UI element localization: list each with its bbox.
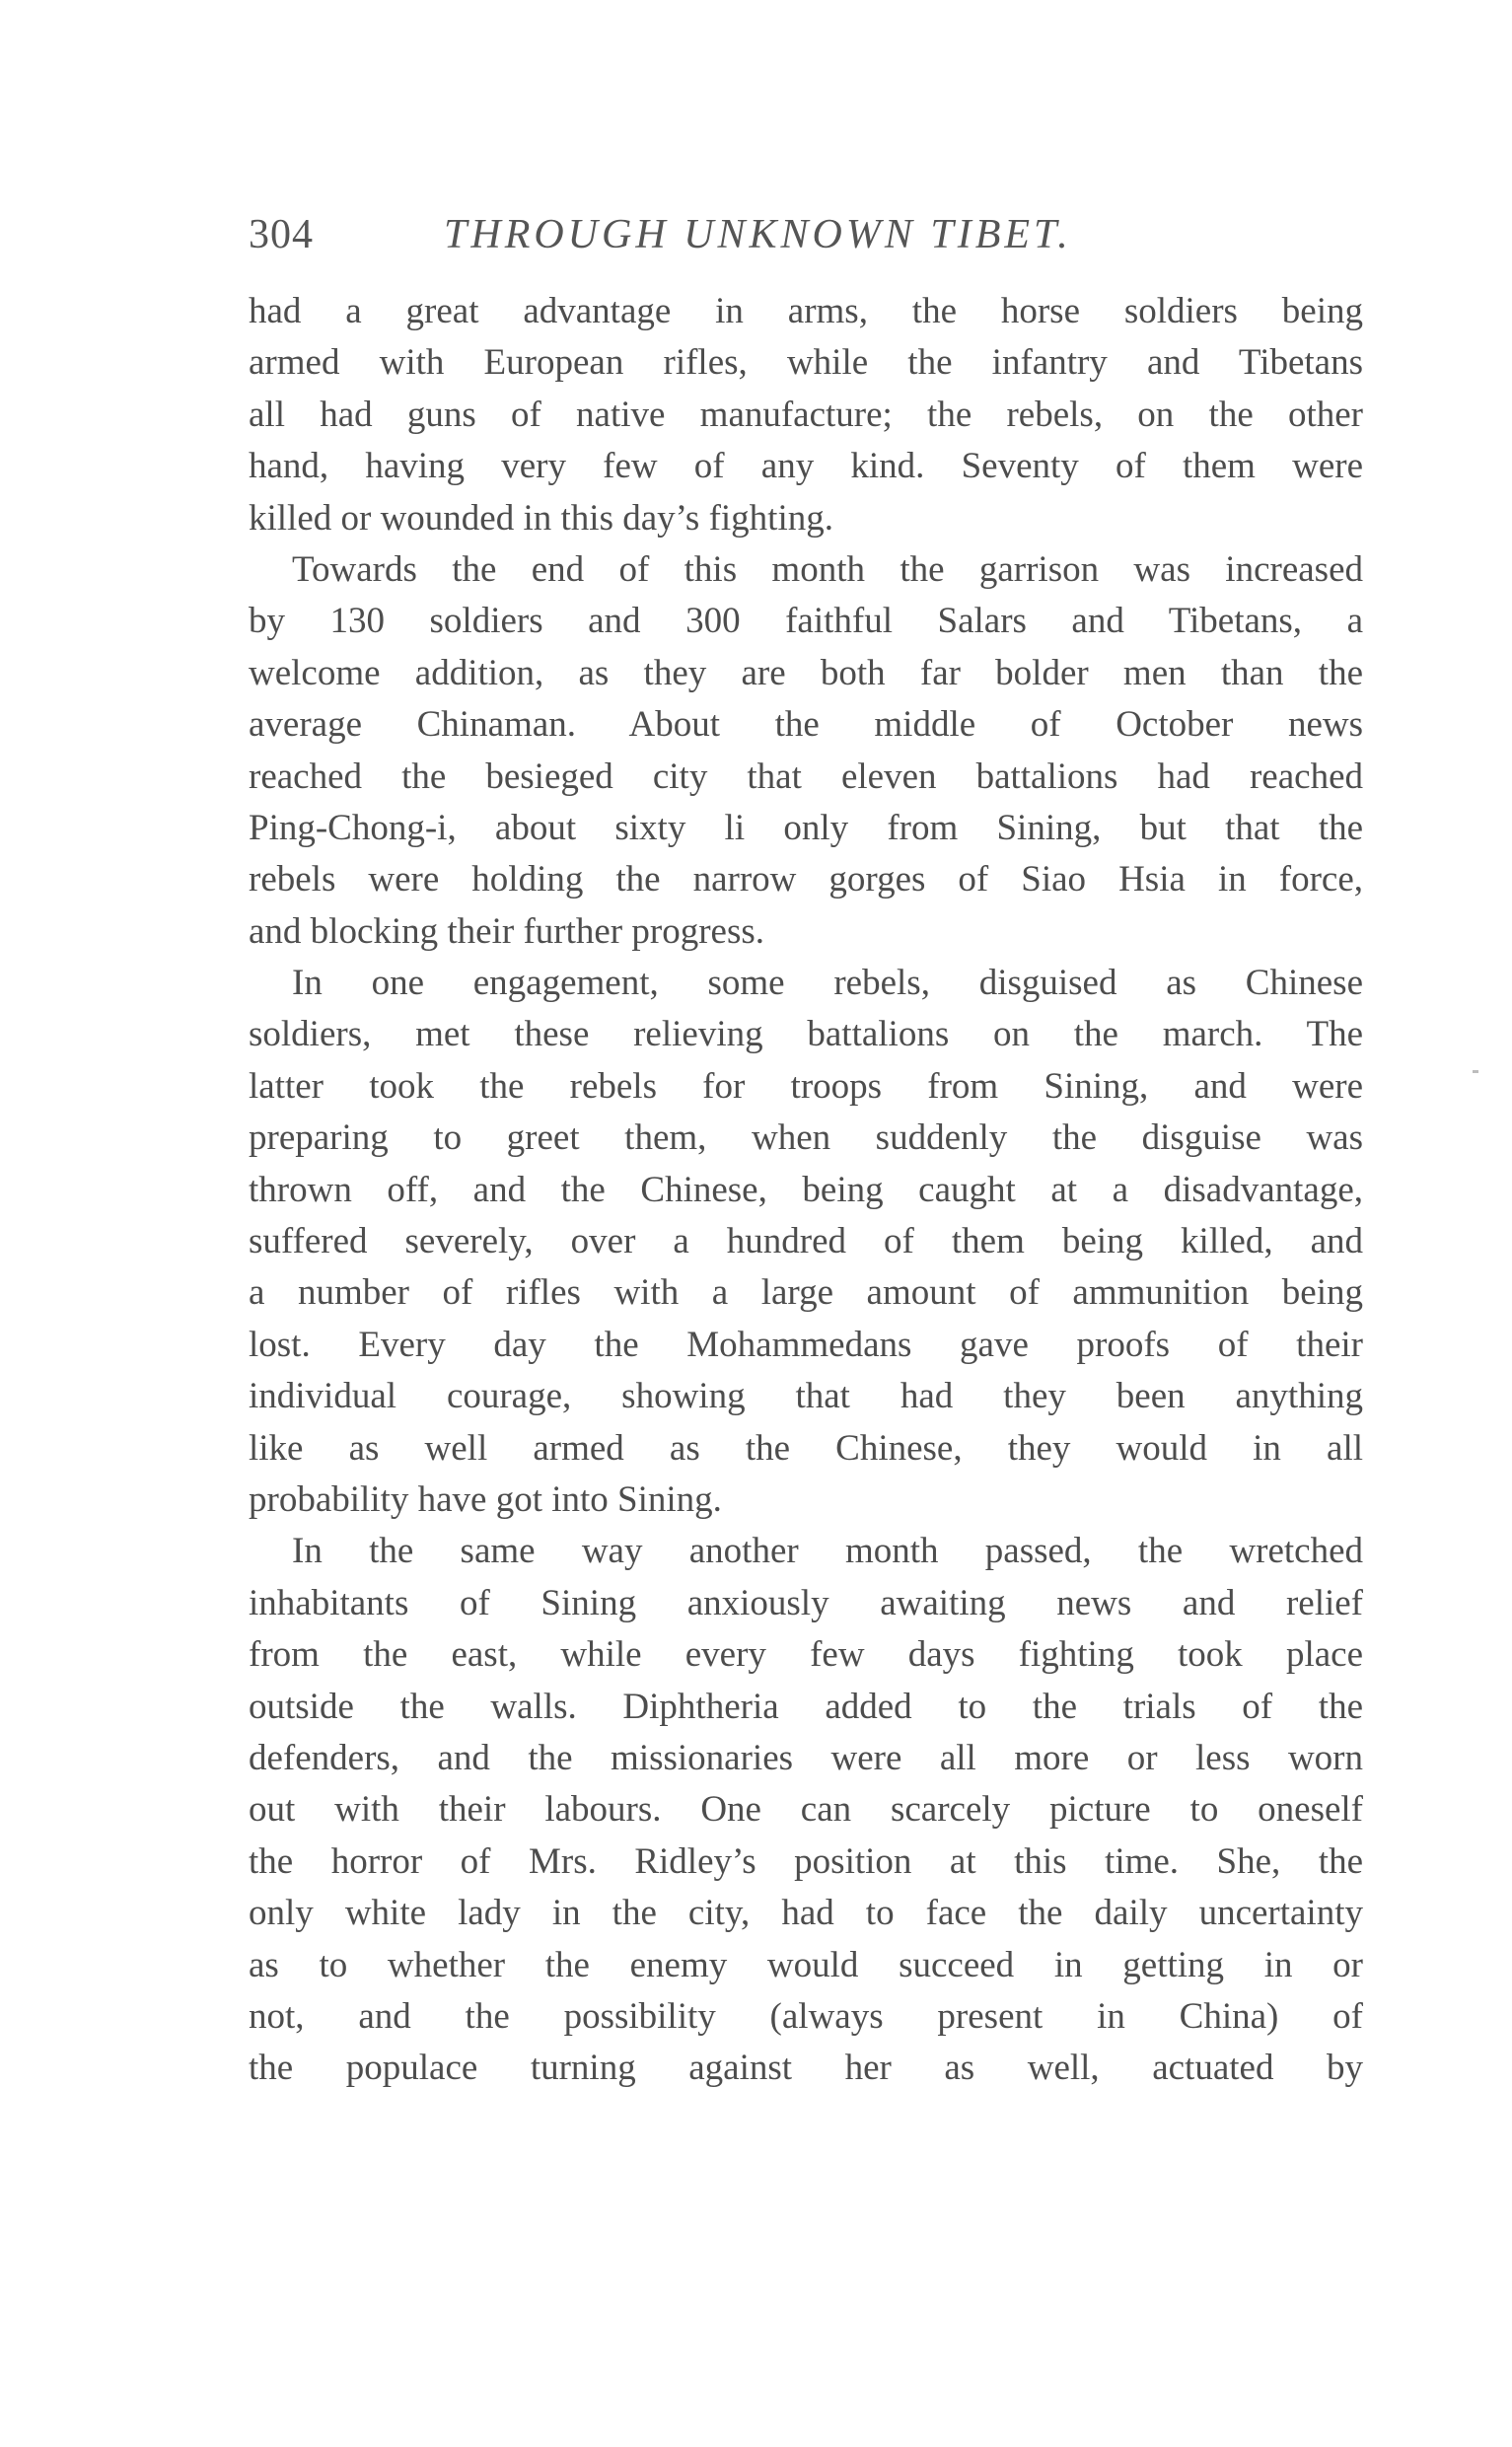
- text-line: Ping-Chong-i, about sixty li only from Sining, but that the: [249, 807, 1363, 848]
- text-line: out with their labours. One can scarcely picture to oneself: [249, 1789, 1363, 1831]
- text-line: inhabitants of Sining anxiously awaiting news and relief: [249, 1582, 1363, 1623]
- text-line: and blocking their further progress.: [249, 910, 764, 952]
- text-line: outside the walls. Diphtheria added to the trials of the: [249, 1686, 1363, 1727]
- book-title: THROUGH UNKNOWN TIBET.: [444, 212, 1072, 257]
- text-line: soldiers, met these relieving battalions on the march. The: [249, 1014, 1363, 1055]
- text-line: a number of rifles with a large amount of ammunition being: [249, 1272, 1363, 1314]
- text-line: latter took the rebels for troops from Sining, and were: [249, 1065, 1363, 1107]
- running-head: [249, 205, 1363, 264]
- text-line: hand, having very few of any kind. Seventy of them were: [249, 446, 1363, 487]
- text-line: suffered severely, over a hundred of them being killed, and: [249, 1221, 1363, 1262]
- page-number: 304: [249, 212, 314, 257]
- text-line: thrown off, and the Chinese, being caught at a disadvantage,: [249, 1169, 1363, 1210]
- paragraph-start-line: Towards the end of this month the garrison was increased: [292, 548, 1363, 590]
- text-line: reached the besieged city that eleven battalions had reached: [249, 756, 1363, 797]
- text-line: had a great advantage in arms, the horse soldiers being: [249, 291, 1363, 331]
- text-line: welcome addition, as they are both far bolder men than the: [249, 652, 1363, 693]
- text-line: from the east, while every few days fighting took place: [249, 1634, 1363, 1676]
- text-line: lost. Every day the Mohammedans gave proofs of their: [249, 1324, 1363, 1365]
- text-line: average Chinaman. About the middle of October news: [249, 704, 1363, 746]
- text-line: not, and the possibility (always present in China) of: [249, 1995, 1363, 2037]
- margin-speck: [1473, 1070, 1478, 1073]
- text-line: as to whether the enemy would succeed in getting in or: [249, 1944, 1363, 1985]
- text-line: only white lady in the city, had to face the daily uncertainty: [249, 1893, 1363, 1934]
- text-line: rebels were holding the narrow gorges of Siao Hsia in force,: [249, 859, 1363, 900]
- text-line: the horror of Mrs. Ridley’s position at this time. She, the: [249, 1840, 1363, 1882]
- paragraph-start-line: In one engagement, some rebels, disguised as Chinese: [292, 963, 1363, 1004]
- paragraph-start-line: In the same way another month passed, the wretched: [292, 1531, 1363, 1572]
- text-line: individual courage, showing that had they been anything: [249, 1376, 1363, 1417]
- text-line: like as well armed as the Chinese, they would in all: [249, 1427, 1363, 1469]
- text-line: probability have got into Sining.: [249, 1478, 722, 1520]
- text-line: armed with European rifles, while the infantry and Tibetans: [249, 342, 1363, 384]
- text-line: defenders, and the missionaries were all more or less worn: [249, 1737, 1363, 1778]
- text-line: preparing to greet them, when suddenly the disguise was: [249, 1117, 1363, 1159]
- body-text: [249, 286, 1363, 2095]
- text-line: killed or wounded in this day’s fighting.: [249, 497, 833, 539]
- text-line: all had guns of native manufacture; the rebels, on the other: [249, 394, 1363, 435]
- text-line: the populace turning against her as well, actuated by: [249, 2048, 1363, 2089]
- text-line: by 130 soldiers and 300 faithful Salars and Tibetans, a: [249, 601, 1363, 642]
